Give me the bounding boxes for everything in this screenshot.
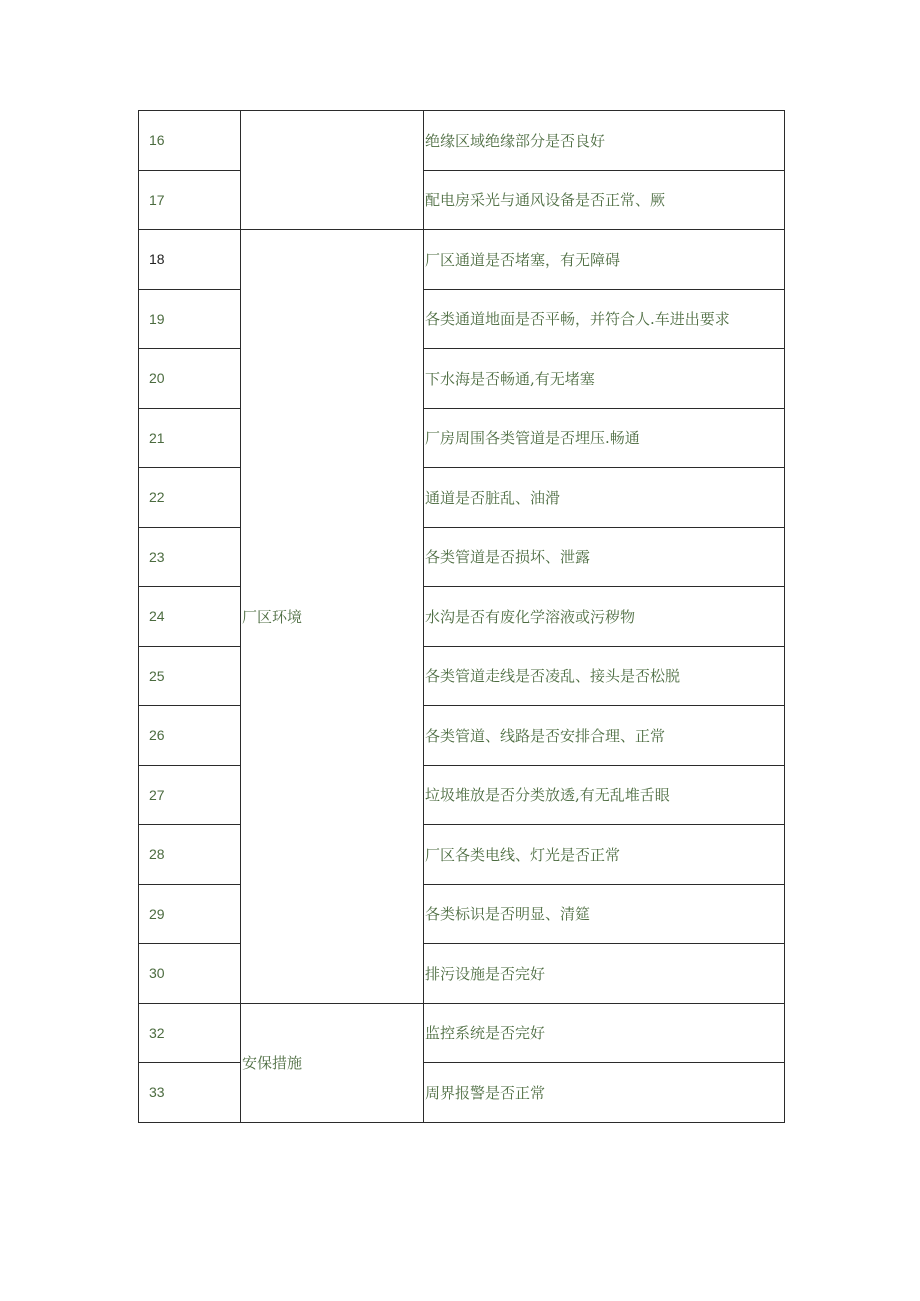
- table-row: [139, 765, 785, 825]
- row-number: 27: [139, 765, 241, 825]
- row-number: 19: [139, 289, 241, 349]
- row-number: 21: [139, 408, 241, 468]
- inspection-table: [138, 110, 785, 1123]
- category-cell: 安保措施: [241, 1003, 424, 1122]
- check-item: 配电房采光与通风设备是否正常、厥: [424, 170, 785, 230]
- check-item: 厂房周围各类管道是否埋压.畅通: [424, 408, 785, 468]
- check-item: 各类管道、线路是否安排合理、正常: [424, 706, 785, 766]
- row-number: 25: [139, 646, 241, 706]
- table-row: [139, 1063, 785, 1123]
- row-number: 18: [139, 230, 241, 290]
- check-item: 厂区通道是否堵塞，有无障碍: [424, 230, 785, 290]
- row-number: 23: [139, 527, 241, 587]
- row-number: 32: [139, 1003, 241, 1063]
- row-number: 26: [139, 706, 241, 766]
- table-row: [139, 170, 785, 230]
- table-row: [139, 408, 785, 468]
- table-row: [139, 825, 785, 885]
- row-number: 16: [139, 111, 241, 171]
- row-number: 24: [139, 587, 241, 647]
- check-item: 下水海是否畅通,有无堵塞: [424, 349, 785, 409]
- table-row: [139, 289, 785, 349]
- row-number: 20: [139, 349, 241, 409]
- row-number: 22: [139, 468, 241, 528]
- check-item: 水沟是否有废化学溶液或污秽物: [424, 587, 785, 647]
- table-row: [139, 230, 785, 290]
- table-row: [139, 706, 785, 766]
- check-item: 厂区各类电线、灯光是否正常: [424, 825, 785, 885]
- check-item: 通道是否脏乱、油滑: [424, 468, 785, 528]
- table-row: [139, 1003, 785, 1063]
- check-item: 各类管道走线是否凌乱、接头是否松脱: [424, 646, 785, 706]
- row-number: 33: [139, 1063, 241, 1123]
- row-number: 17: [139, 170, 241, 230]
- category-cell: 厂区环境: [241, 230, 424, 1004]
- check-item: 垃圾堆放是否分类放透,有无乱堆舌眼: [424, 765, 785, 825]
- check-item: 各类通道地面是否平畅，并符合人.车进出要求: [424, 289, 785, 349]
- row-number: 30: [139, 944, 241, 1004]
- category-cell-empty: [241, 111, 424, 230]
- table-row: [139, 468, 785, 528]
- table-row: [139, 349, 785, 409]
- row-number: 28: [139, 825, 241, 885]
- table-row: [139, 587, 785, 647]
- row-number: 29: [139, 884, 241, 944]
- check-item: 排污设施是否完好: [424, 944, 785, 1004]
- check-item: 绝缘区域绝缘部分是否良好: [424, 111, 785, 171]
- table-row: [139, 527, 785, 587]
- check-item: 各类标识是否明显、清筵: [424, 884, 785, 944]
- table-row: [139, 884, 785, 944]
- table-row: [139, 646, 785, 706]
- table-row: [139, 111, 785, 171]
- check-item: 监控系统是否完好: [424, 1003, 785, 1063]
- table-row: [139, 944, 785, 1004]
- check-item: 各类管道是否损坏、泄露: [424, 527, 785, 587]
- check-item: 周界报警是否正常: [424, 1063, 785, 1123]
